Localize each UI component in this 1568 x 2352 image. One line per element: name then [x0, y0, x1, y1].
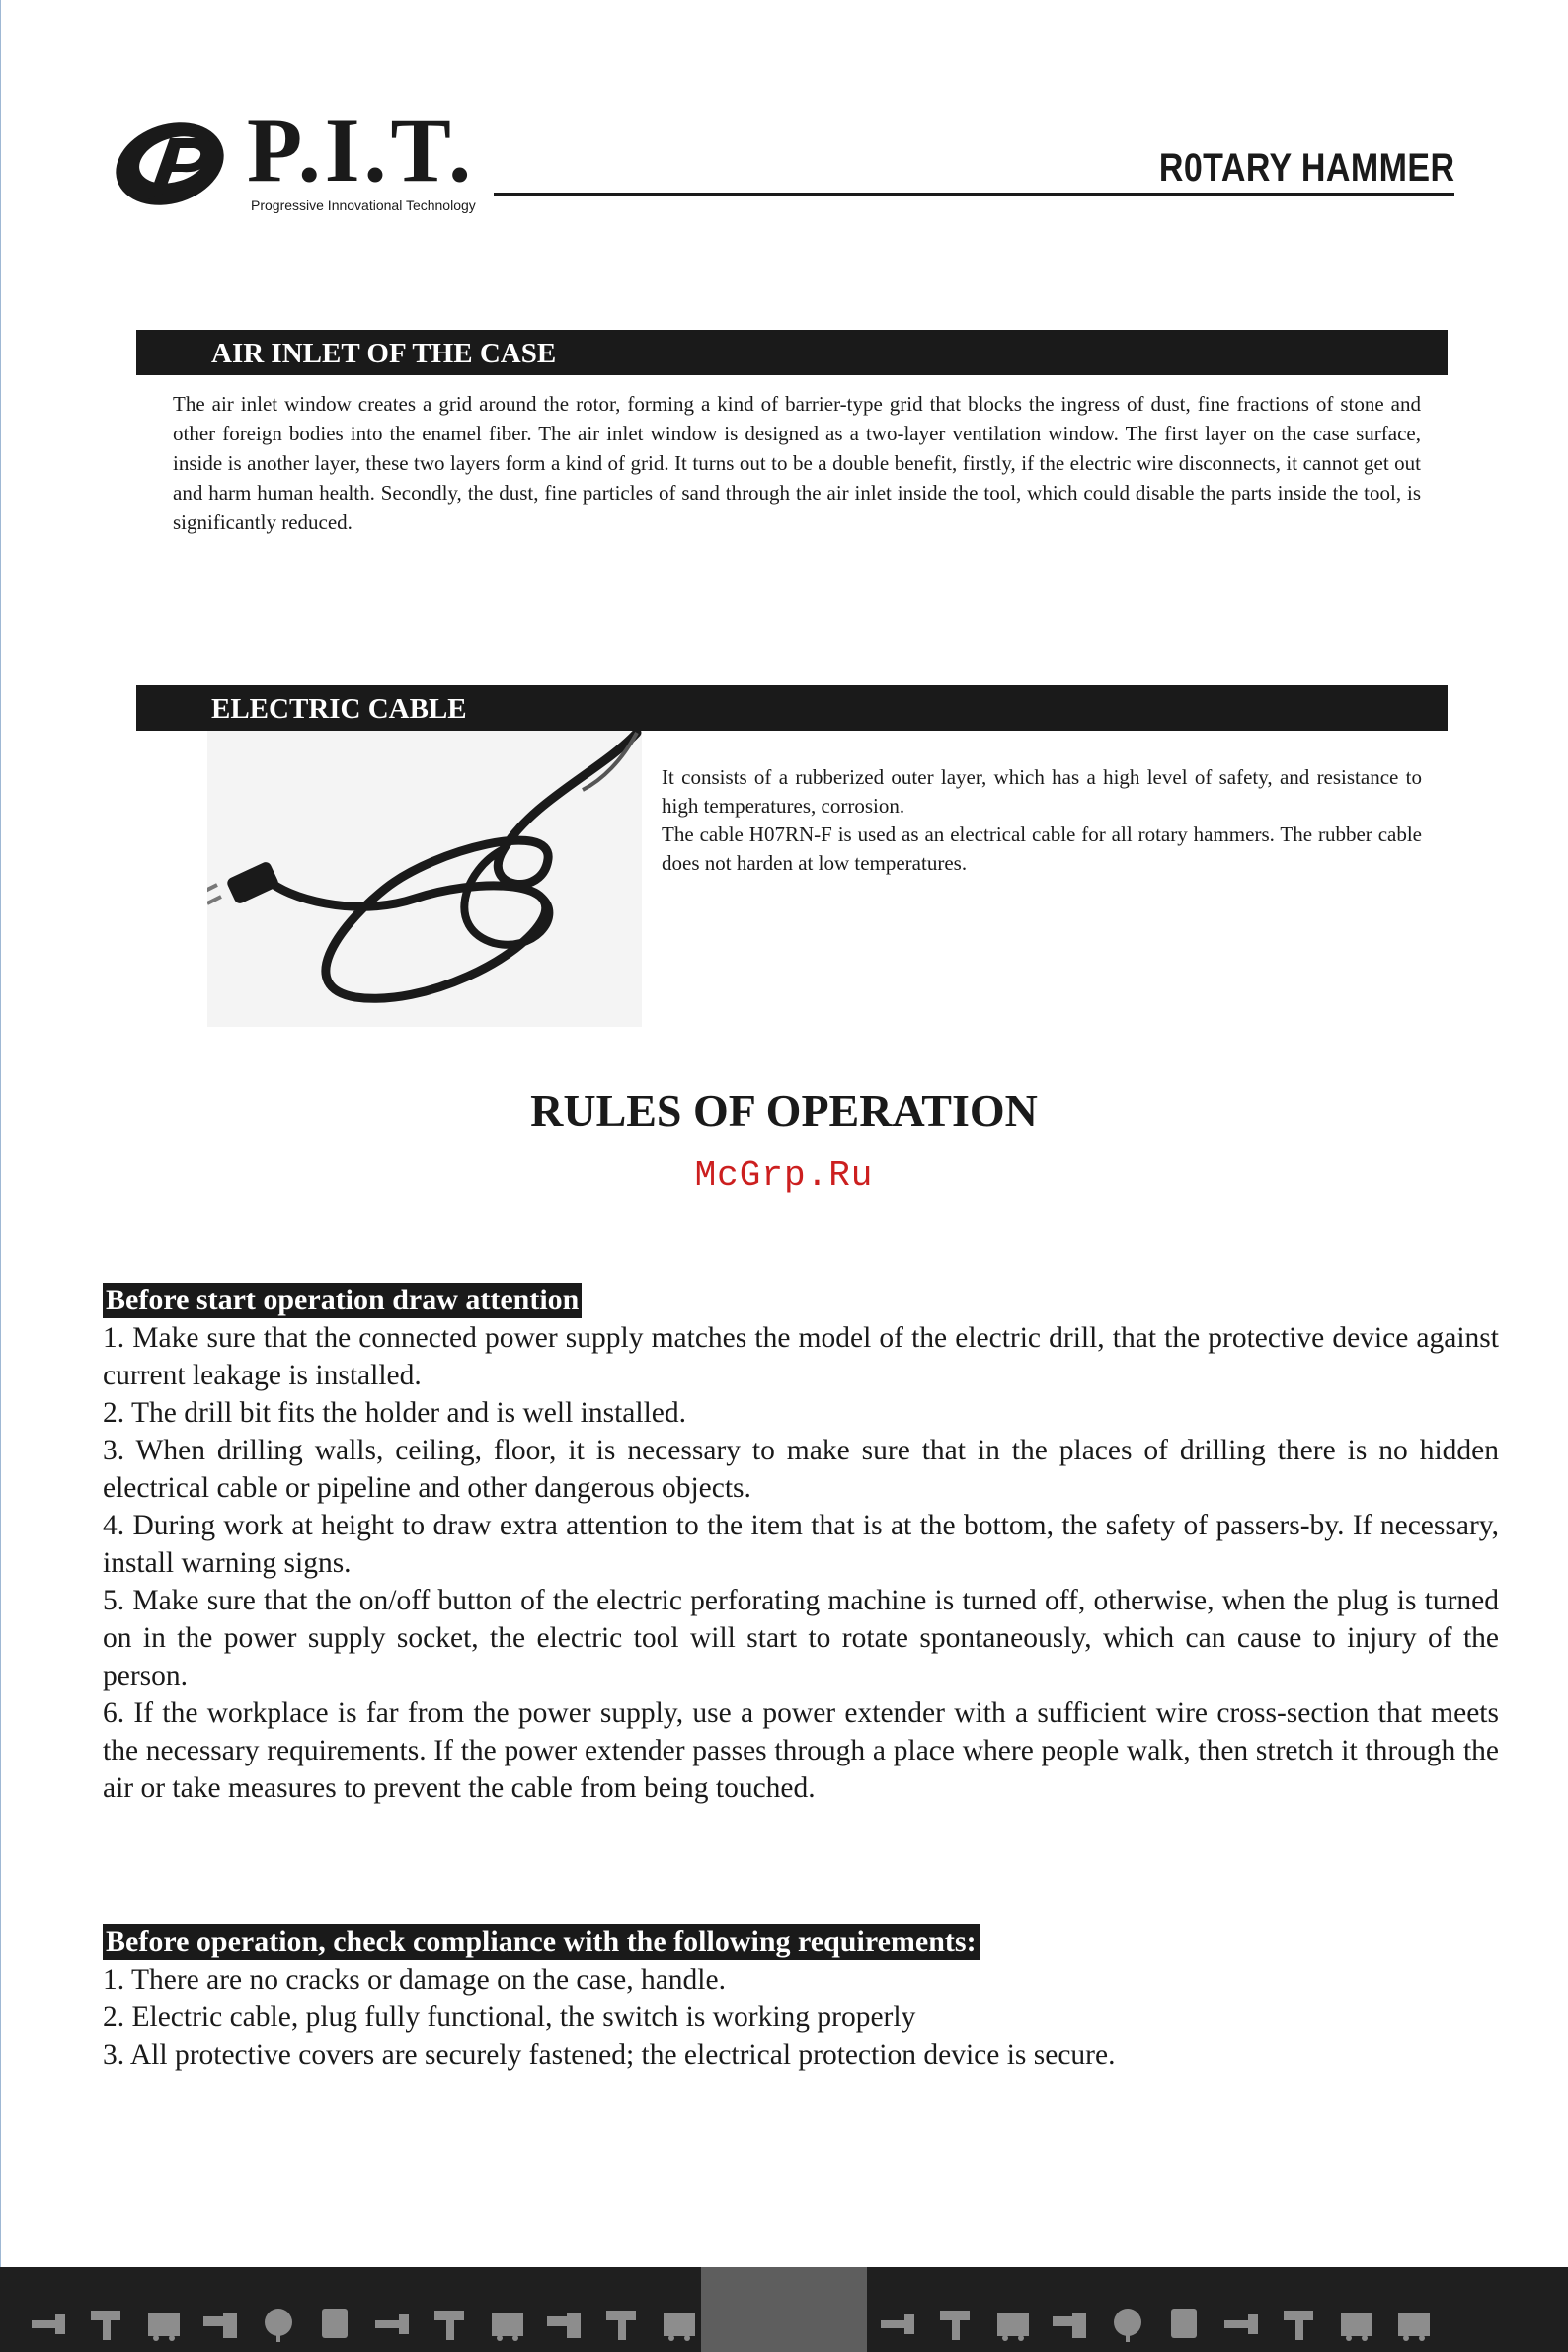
welder-icon [1394, 2303, 1434, 2342]
rotary-hammer-icon [201, 2303, 241, 2342]
cable-paragraph-1: It consists of a rubberized outer layer, which has a high level of safety, and resistance to high temperatures, corrosion. [662, 765, 1422, 818]
welder-icon [660, 2303, 699, 2342]
list-item: 5. Make sure that the on/off button of the electric perforating machine is turned off, otherwise, when the plug is turned on in the power supply socket, the electric tool will start to rotate spontaneously, which can cause to injury of the person. [103, 1585, 1499, 1691]
air-inlet-paragraph: The air inlet window creates a grid around the rotor, forming a kind of barrier-type grid that blocks the ingress of dust, fine fractions of stone and other foreign bodies into the enamel fiber. The air inlet window is designed as a two-layer ventilation window. The first layer on the case surface, inside is another layer, these two layers form a kind of grid. It turns out to be a double benefit, firstly, if the electric wire disconnects, it cannot get out and harm human health. Secondly, the dust, fine particles of sand through the air inlet inside the tool, which could disable the parts inside the tool, is significantly reduced. [173, 392, 1421, 534]
list-item: 4. During work at height to draw extra attention to the item that is at the bottom, the safety of passers-by. If necessary, install warning signs. [103, 1510, 1499, 1579]
cable-paragraph-2: The cable H07RN-F is used as an electrical cable for all rotary hammers. The rubber cable does not harden at low temperatures. [662, 823, 1422, 875]
brand-tagline: Progressive Innovational Technology [251, 197, 476, 213]
generator-icon [993, 2303, 1033, 2342]
document-title: R0TARY HAMMER [1158, 146, 1454, 190]
footer-tool-icons-right [879, 2283, 1434, 2342]
power-cable-icon [207, 731, 642, 1027]
angle-grinder-icon [30, 2303, 69, 2342]
list-item: 2. The drill bit fits the holder and is well installed. [103, 1397, 686, 1429]
brand-name: P.I.T. [247, 100, 476, 200]
mixer-icon [259, 2303, 298, 2342]
angle-grinder-icon [879, 2303, 918, 2342]
rotary-hammer-icon [1051, 2303, 1090, 2342]
list-item: 2. Electric cable, plug fully functional, the switch is working properly [103, 2001, 916, 2033]
footer-tool-icons-left [30, 2283, 699, 2342]
compressor-icon [1337, 2303, 1376, 2342]
compressor-icon [488, 2303, 527, 2342]
list-item: 3. When drilling walls, ceiling, floor, it is necessary to make sure that in the places of drilling there is no hidden electrical cable or pipeline and other dangerous objects. [103, 1435, 1499, 1504]
generator-icon [144, 2303, 184, 2342]
grinder-icon [373, 2303, 413, 2342]
rules-title: RULES OF OPERATION [530, 1085, 1038, 1136]
screwdriver-icon [431, 2303, 470, 2342]
list-item: 3. All protective covers are securely fastened; the electrical protection device is secure. [103, 2039, 1116, 2071]
screwdriver-icon [1280, 2303, 1319, 2342]
mixer-icon [1108, 2303, 1147, 2342]
brand-logo [109, 100, 494, 215]
pit-emblem-icon [109, 109, 237, 217]
drill-icon [936, 2303, 976, 2342]
rules-section-1-heading: Before start operation draw attention [103, 1283, 582, 1318]
rules-section-2-list [103, 1961, 1499, 2074]
list-item: 1. Make sure that the connected power supply matches the model of the electric drill, that the protective device against current leakage is installed. [103, 1322, 1499, 1391]
list-item: 1. There are no cracks or damage on the case, handle. [103, 1964, 726, 1996]
list-item: 6. If the workplace is far from the power supply, use a power extender with a sufficient wire cross-section that meets the necessary requirements. If the power extender passes through a place where people walk, then stretch it through the air or take measures to prevent the cable from being touched. [103, 1697, 1499, 1804]
drill-icon [87, 2303, 126, 2342]
jigsaw-icon [545, 2303, 585, 2342]
footer-page-block [701, 2267, 867, 2352]
watermark: McGrp.Ru [694, 1155, 874, 1196]
saw-icon [316, 2303, 355, 2342]
rules-section-1-list [103, 1319, 1499, 1807]
section-heading-air-inlet: AIR INLET OF THE CASE [136, 330, 1448, 375]
grinder-icon [1222, 2303, 1262, 2342]
saw-icon [1165, 2303, 1205, 2342]
rules-section-2-heading: Before operation, check compliance with the following requirements: [103, 1924, 980, 1960]
electric-cable-image [207, 731, 642, 1027]
header-rule [494, 193, 1454, 196]
drill-2-icon [602, 2303, 642, 2342]
section-heading-electric-cable: ELECTRIC CABLE [136, 685, 1448, 731]
